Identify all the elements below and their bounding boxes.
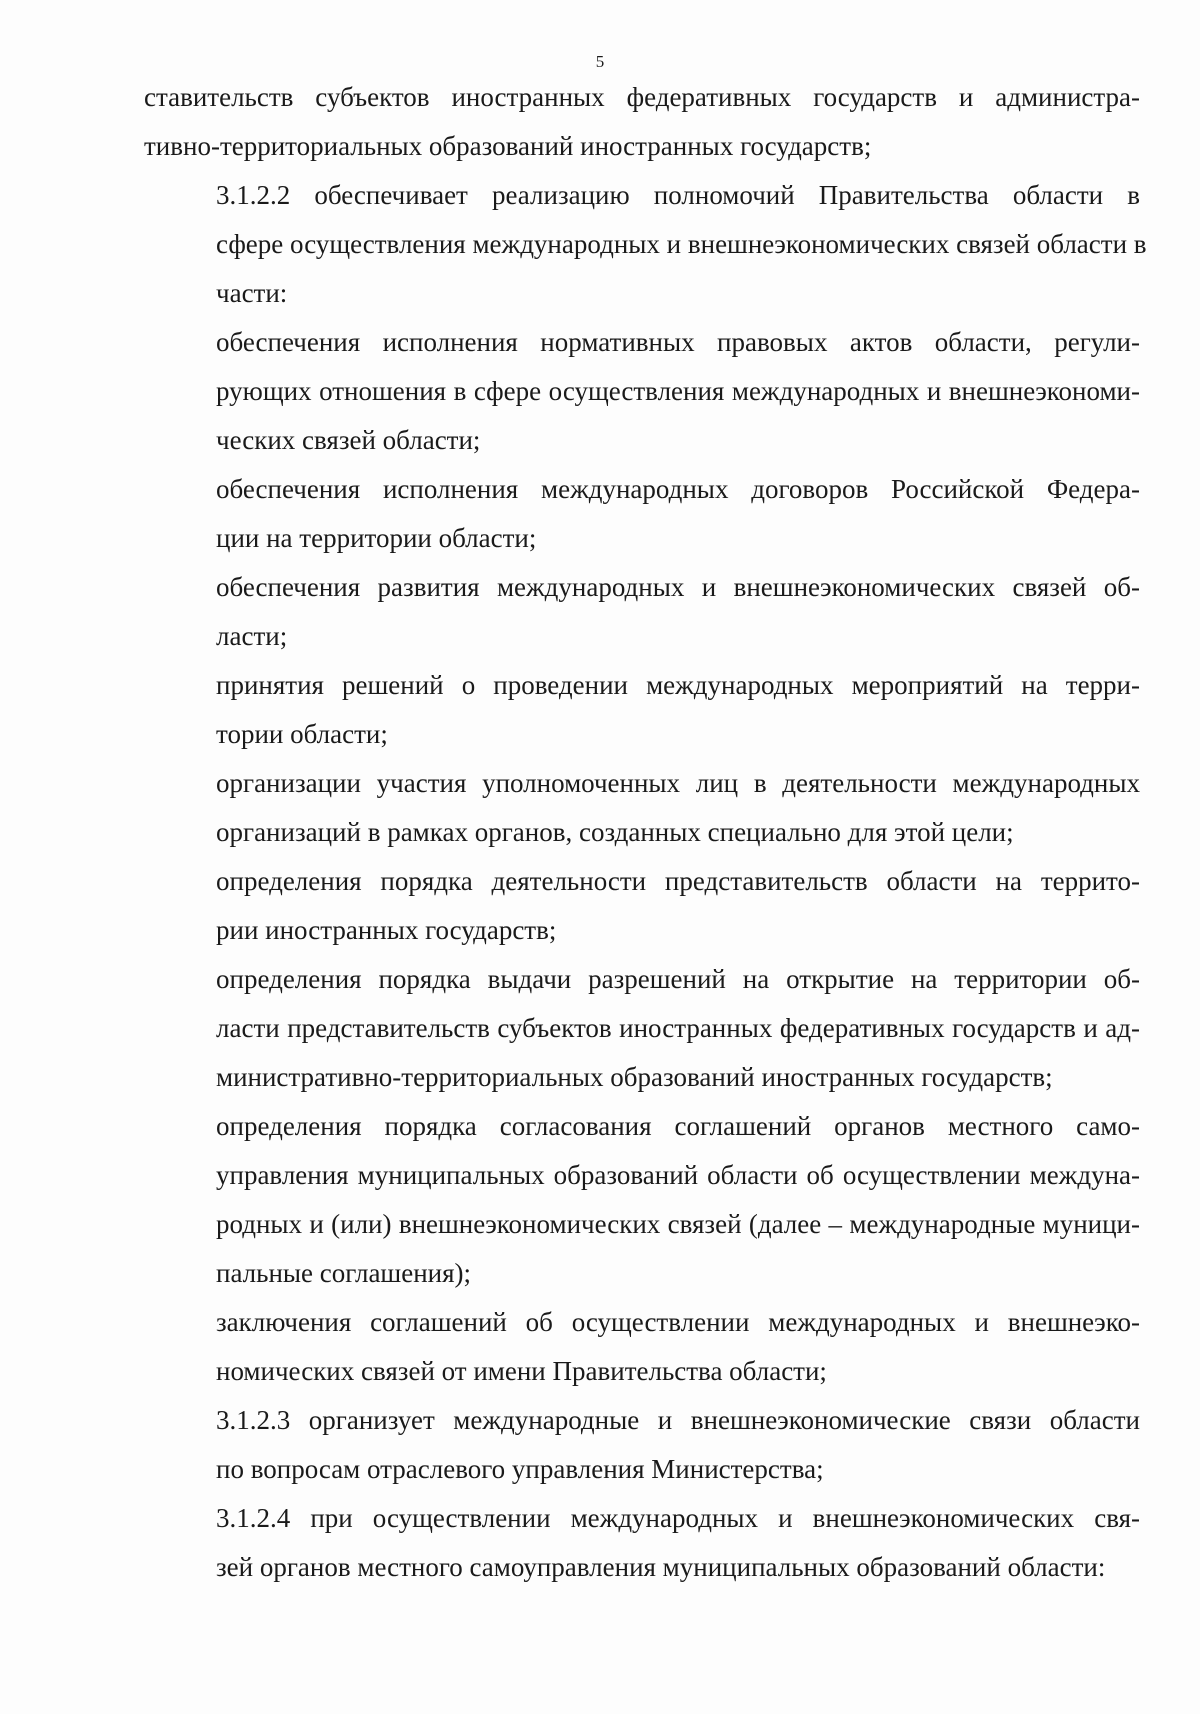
text-line: обеспечения исполнения международных договоров Российской Федера- xyxy=(216,474,1140,504)
text-line: ческих связей области; xyxy=(216,425,481,455)
text-line: номических связей от имени Правительства области; xyxy=(216,1356,827,1386)
paragraph xyxy=(144,1102,1140,1298)
paragraph xyxy=(144,1298,1140,1396)
paragraph xyxy=(144,171,1147,318)
text-line: обеспечения исполнения нормативных правовых актов области, регули- xyxy=(216,327,1140,357)
paragraph xyxy=(144,465,1140,563)
text-line: тории области; xyxy=(216,719,388,749)
text-line: организации участия уполномоченных лиц в деятельности международных xyxy=(216,768,1140,798)
text-line: ставительств субъектов иностранных федеративных государств и администра- xyxy=(144,82,1140,112)
paragraph xyxy=(144,1494,1140,1592)
paragraph xyxy=(144,857,1140,955)
paragraph xyxy=(144,1396,1140,1494)
paragraph xyxy=(144,73,1140,171)
text-line: рующих отношения в сфере осуществления международных и внешнеэкономи- xyxy=(216,376,1140,406)
text-line: определения порядка деятельности представительств области на террито- xyxy=(216,866,1140,896)
document-body xyxy=(144,73,1147,1592)
text-line: 3.1.2.4 при осуществлении международных и внешнеэкономических свя- xyxy=(216,1503,1140,1533)
text-line: пальные соглашения); xyxy=(216,1258,472,1288)
paragraph xyxy=(144,759,1140,857)
text-line: организаций в рамках органов, созданных специально для этой цели; xyxy=(216,817,1014,847)
text-line: тивно-территориальных образований иностранных государств; xyxy=(144,131,872,161)
text-line: обеспечения развития международных и внешнеэкономических связей об- xyxy=(216,572,1140,602)
text-line: рии иностранных государств; xyxy=(216,915,557,945)
paragraph xyxy=(144,318,1140,465)
text-line: управления муниципальных образований области об осуществлении междуна- xyxy=(216,1160,1140,1190)
text-line: определения порядка согласования соглашений органов местного само- xyxy=(216,1111,1140,1141)
text-line: определения порядка выдачи разрешений на открытие на территории об- xyxy=(216,964,1140,994)
text-line: ласти; xyxy=(216,621,288,651)
text-line: части: xyxy=(216,278,288,308)
text-line: ции на территории области; xyxy=(216,523,537,553)
text-line: по вопросам отраслевого управления Министерства; xyxy=(216,1454,824,1484)
text-line: 3.1.2.2 обеспечивает реализацию полномочий Правительства области в xyxy=(216,180,1140,210)
text-line: 3.1.2.3 организует международные и внешнеэкономические связи области xyxy=(216,1405,1140,1435)
text-line: заключения соглашений об осуществлении международных и внешнеэко- xyxy=(216,1307,1140,1337)
paragraph xyxy=(144,955,1140,1102)
text-line: ласти представительств субъектов иностранных федеративных государств и ад- xyxy=(216,1013,1140,1043)
text-line: родных и (или) внешнеэкономических связей (далее – международные муници- xyxy=(216,1209,1140,1239)
text-line: принятия решений о проведении международных мероприятий на терри- xyxy=(216,670,1140,700)
page-number: 5 xyxy=(595,52,605,71)
paragraph xyxy=(144,563,1140,661)
text-line: сфере осуществления международных и внешнеэкономических связей области в xyxy=(216,229,1147,259)
text-line: министративно-территориальных образований иностранных государств; xyxy=(216,1062,1053,1092)
text-line: зей органов местного самоуправления муниципальных образований области: xyxy=(216,1552,1106,1582)
paragraph xyxy=(144,661,1140,759)
